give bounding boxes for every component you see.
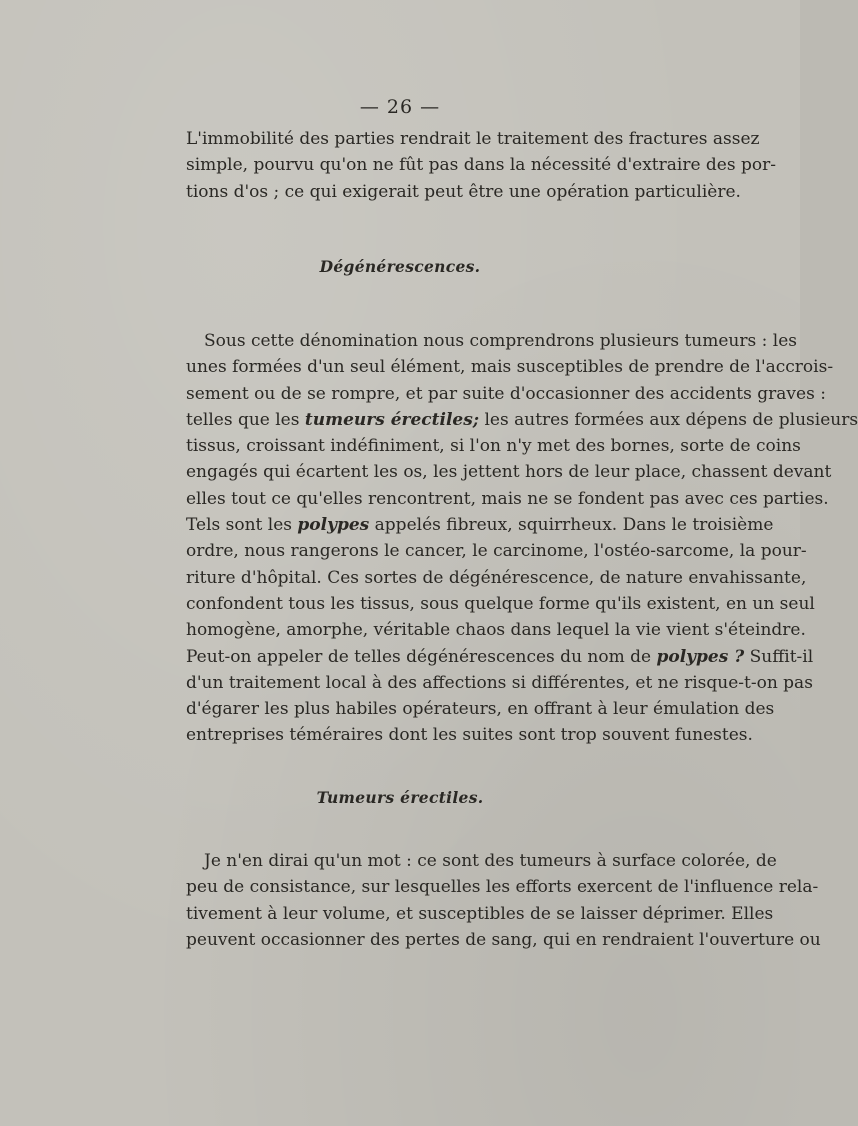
text-line: elles tout ce qu'elles rencontrent, mais ne se fondent pas avec ces parties. [186,488,829,509]
text-line: riture d'hôpital. Ces sortes de dégénérescence, de nature envahissante, [186,567,807,588]
text-run: Suffit-il [744,646,814,667]
text-line [186,512,774,538]
text-line: entreprises téméraires dont les suites sont trop souvent funestes. [186,725,753,746]
text-run: telles que les [186,409,305,430]
italic-term: polypes [297,515,370,536]
text-line: peu de consistance, sur lesquelles les efforts exercent de l'influence rela- [186,877,819,898]
text-line: homogène, amorphe, véritable chaos dans lequel la vie vient s'éteindre. [186,620,806,641]
text-run: appelés fibreux, squirrheux. Dans le troisième [369,515,774,536]
text-line: d'un traitement local à des affections si différentes, et ne risque-t-on pas [186,672,813,693]
paragraph-fractures [186,126,776,205]
section-title-degenerescences: Dégénérescences. [319,257,481,276]
text-line: sement ou de se rompre, et par suite d'occasionner des accidents graves : [186,383,826,404]
text-line: tivement à leur volume, et susceptibles de se laisser déprimer. Elles [186,903,774,924]
text-run: Peut-on appeler de telles dégénérescences du nom de [186,646,657,667]
text-line: Sous cette dénomination nous comprendrons plusieurs tumeurs : les [204,331,797,351]
text-run: Tels sont les [186,515,298,536]
section-title-tumeurs-erectiles: Tumeurs érectiles. [316,788,484,807]
text-line [186,644,814,670]
text-line: Je n'en dirai qu'un mot : ce sont des tumeurs à surface colorée, de [204,851,777,871]
italic-term: tumeurs érectiles; [304,409,480,430]
text-line: d'égarer les plus habiles opérateurs, en offrant à leur émulation des [186,699,775,720]
text-line: tions d'os ; ce qui exigerait peut être une opération particulière. [186,181,741,202]
paragraph-tumeurs-erectiles [186,848,821,953]
page-number: — 26 — [359,96,441,118]
text-line: peuvent occasionner des pertes de sang, qui en rendraient l'ouverture ou [186,929,821,950]
text-run: les autres formées aux dépens de plusieurs [479,409,858,430]
paragraph-degenerescences [186,328,858,749]
text-line: simple, pourvu qu'on ne fût pas dans la nécessité d'extraire des por- [186,155,776,176]
text-line: engagés qui écartent les os, les jettent hors de leur place, chassent devant [186,462,832,483]
text-line: tissus, croissant indéfiniment, si l'on n'y met des bornes, sorte de coins [186,436,801,457]
text-line: ordre, nous rangerons le cancer, le carcinome, l'ostéo-sarcome, la pour- [186,541,807,562]
text-line [186,407,858,433]
italic-term: polypes ? [656,646,745,667]
text-line: unes formées d'un seul élément, mais susceptibles de prendre de l'accrois- [186,357,834,378]
text-line: L'immobilité des parties rendrait le traitement des fractures assez [186,129,760,149]
text-line: confondent tous les tissus, sous quelque forme qu'ils existent, en un seul [186,593,815,614]
